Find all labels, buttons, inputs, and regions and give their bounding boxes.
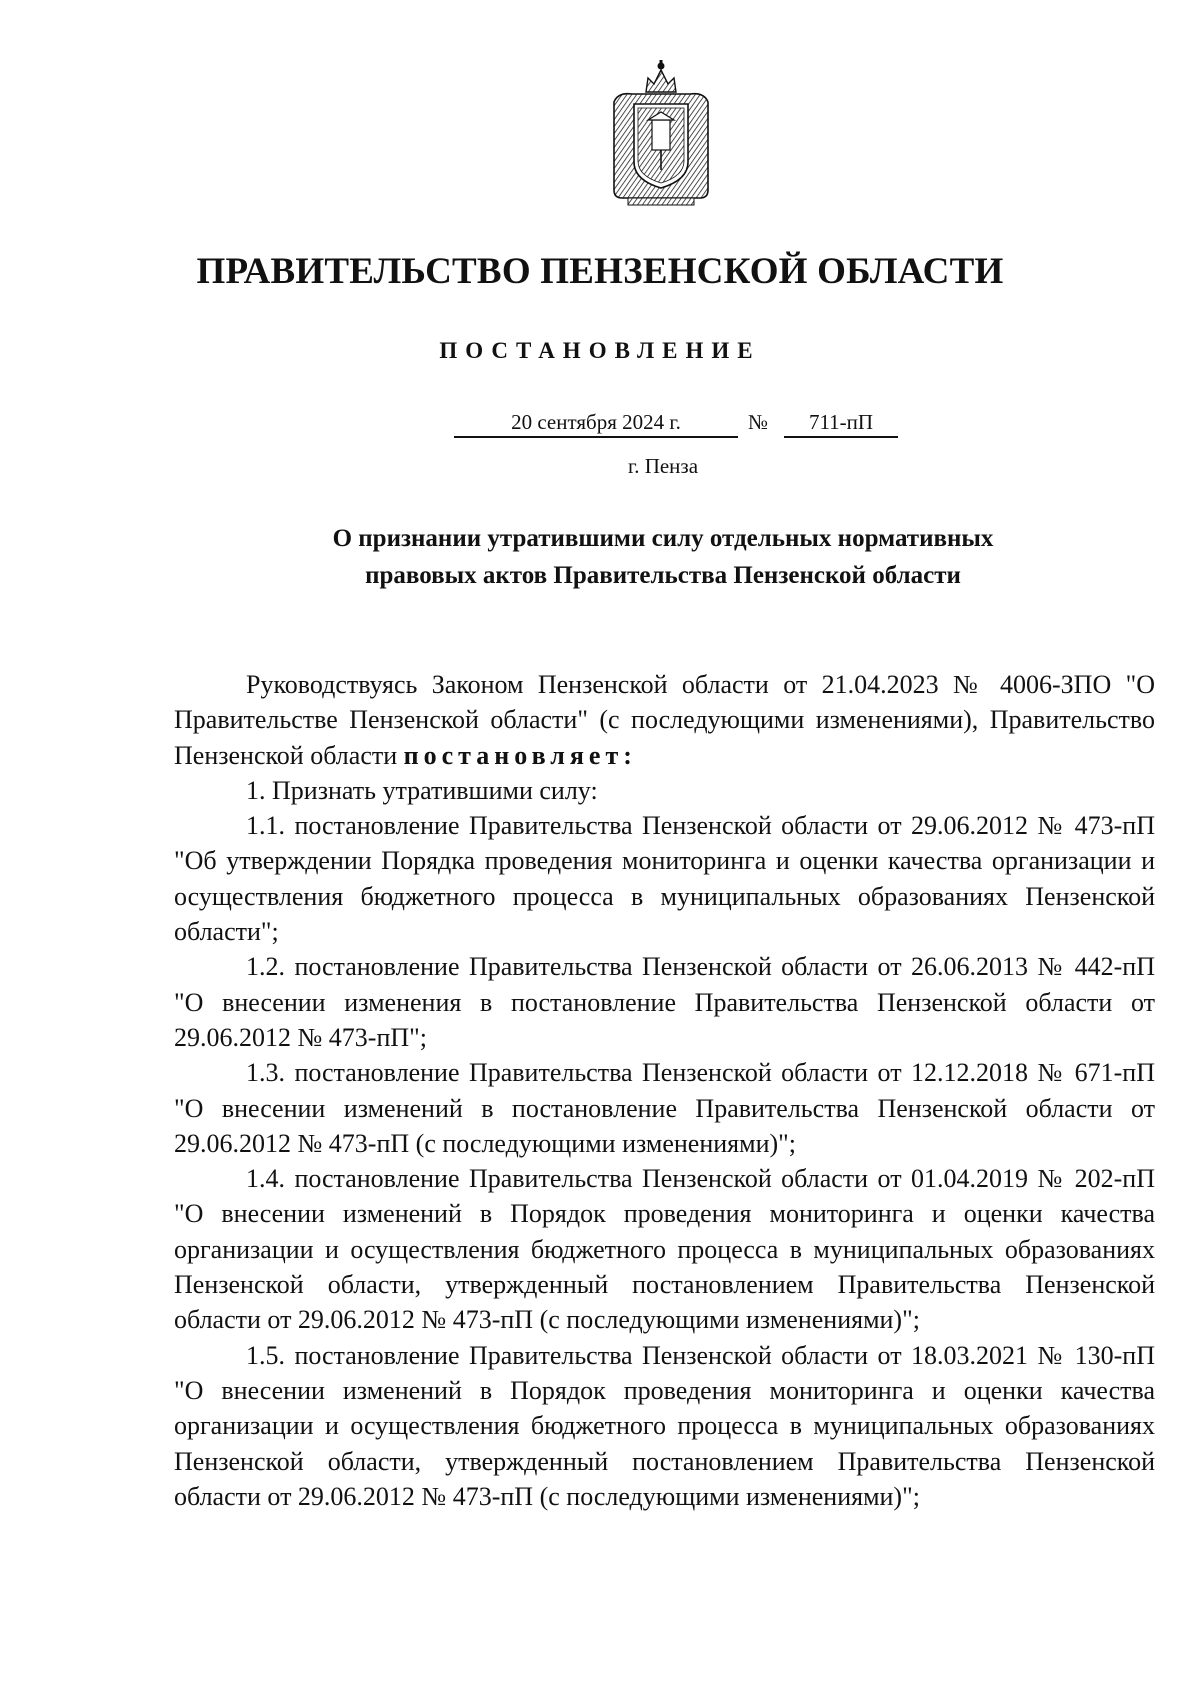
preamble-text: Руководствуясь Законом Пензенской области от 21.04.2023 № 4006-ЗПО "О Правительстве Пензенской области" (с последующими изменениями), Правительство Пензенской области [174, 670, 1155, 770]
subject-line-2: правовых актов Правительства Пензенской области [365, 562, 961, 589]
item-1-1: 1.1. постановление Правительства Пензенской области от 29.06.2012 № 473-пП "Об утверждении Порядка проведения мониторинга и оценки качества организации и осуществления бюджетного процесса в муниципальных образованиях Пензенской области"; [174, 811, 1155, 947]
subject-line-1: О признании утратившими силу отдельных нормативных [332, 525, 994, 552]
document-number: 711-пП [784, 408, 898, 438]
item-1-3: 1.3. постановление Правительства Пензенской области от 12.12.2018 № 671-пП "О внесении изменений в постановление Правительства Пензенской области от 29.06.2012 № 473-пП (с последующими изменениями)"; [174, 1058, 1155, 1158]
preamble-paragraph [174, 667, 1155, 773]
document-body [174, 667, 1155, 1514]
document-subject [0, 520, 1200, 594]
resolves-word: постановляет: [403, 740, 637, 770]
number-sign: № [748, 410, 769, 434]
item-1-5: 1.5. постановление Правительства Пензенской области от 18.03.2021 № 130-пП "О внесении изменений в Порядок проведения мониторинга и оценки качества организации и осуществления бюджетного процесса в муниципальных образованиях Пензенской области, утвержденный постановлением Правительства Пензенской области от 29.06.2012 № 473-пП (с последующими изменениями)"; [174, 1340, 1155, 1511]
item-1-4: 1.4. постановление Правительства Пензенской области от 01.04.2019 № 202-пП "О внесении изменений в Порядок проведения мониторинга и оценки качества организации и осуществления бюджетного процесса в муниципальных образованиях Пензенской области, утвержденный постановлением Правительства Пензенской области от 29.06.2012 № 473-пП (с последующими изменениями)"; [174, 1164, 1155, 1335]
item-1: 1. Признать утратившими силу: [246, 775, 598, 805]
coat-of-arms-emblem [608, 58, 714, 208]
city: г. Пенза [627, 454, 699, 478]
item-1-2: 1.2. постановление Правительства Пензенской области от 26.06.2013 № 442-пП "О внесении изменения в постановление Правительства Пензенской области от 29.06.2012 № 473-пП"; [174, 952, 1155, 1052]
document-type: ПОСТАНОВЛЕНИЕ [439, 338, 761, 363]
document-date: 20 сентября 2024 г. [454, 408, 738, 438]
date-number-line [0, 408, 1200, 438]
organization-title: ПРАВИТЕЛЬСТВО ПЕНЗЕНСКОЙ ОБЛАСТИ [196, 251, 1004, 292]
